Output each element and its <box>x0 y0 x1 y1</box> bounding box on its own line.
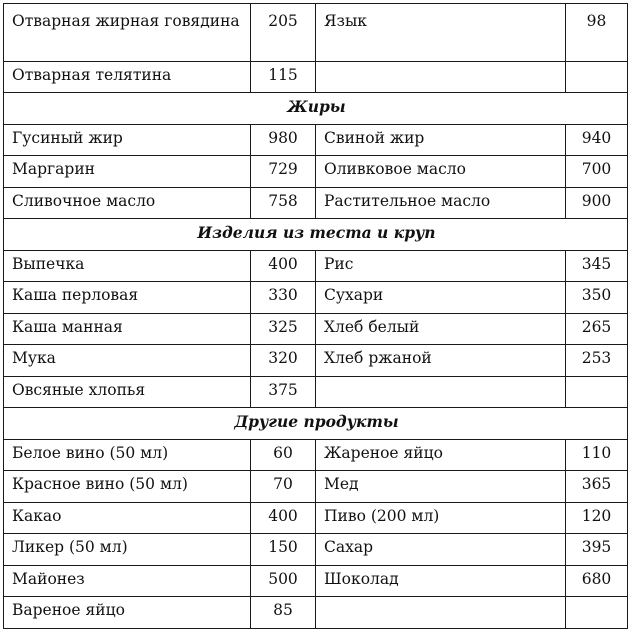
product-name-cell: Шоколад <box>316 565 566 597</box>
section-title: Другие продукты <box>4 408 628 440</box>
product-name-cell: Сахар <box>316 534 566 566</box>
calorie-value-cell: 680 <box>566 565 628 597</box>
calorie-value-cell: 729 <box>251 156 316 188</box>
table-row <box>4 439 628 471</box>
calorie-value-cell: 375 <box>251 376 316 408</box>
calorie-value-cell: 115 <box>251 61 316 93</box>
section-title: Изделия из теста и круп <box>4 219 628 251</box>
table-row <box>4 534 628 566</box>
product-name-cell: Свиной жир <box>316 124 566 156</box>
calorie-value-cell <box>566 597 628 629</box>
calorie-table-body <box>4 4 628 629</box>
product-name-cell: Сухари <box>316 282 566 314</box>
calorie-value-cell: 60 <box>251 439 316 471</box>
calorie-value-cell <box>566 376 628 408</box>
product-name-cell: Отварная телятина <box>4 61 251 93</box>
section-header-row <box>4 408 628 440</box>
calorie-value-cell: 400 <box>251 502 316 534</box>
calorie-table <box>3 3 628 629</box>
product-name-cell: Рис <box>316 250 566 282</box>
table-row <box>4 313 628 345</box>
product-name-cell: Пиво (200 мл) <box>316 502 566 534</box>
product-name-cell: Жареное яйцо <box>316 439 566 471</box>
product-name-cell: Оливковое масло <box>316 156 566 188</box>
product-name-cell: Сливочное масло <box>4 187 251 219</box>
product-name-cell: Язык <box>316 4 566 62</box>
product-name-cell: Мед <box>316 471 566 503</box>
product-name-cell: Каша перловая <box>4 282 251 314</box>
calorie-value-cell: 120 <box>566 502 628 534</box>
table-row <box>4 376 628 408</box>
product-name-cell: Красное вино (50 мл) <box>4 471 251 503</box>
calorie-value-cell: 150 <box>251 534 316 566</box>
table-row <box>4 282 628 314</box>
calorie-value-cell: 320 <box>251 345 316 377</box>
product-name-cell: Майонез <box>4 565 251 597</box>
calorie-value-cell: 345 <box>566 250 628 282</box>
product-name-cell: Каша манная <box>4 313 251 345</box>
product-name-cell: Выпечка <box>4 250 251 282</box>
product-name-cell: Белое вино (50 мл) <box>4 439 251 471</box>
section-header-row <box>4 219 628 251</box>
calorie-value-cell: 110 <box>566 439 628 471</box>
product-name-cell <box>316 597 566 629</box>
table-row <box>4 187 628 219</box>
section-title: Жиры <box>4 93 628 125</box>
calorie-value-cell: 205 <box>251 4 316 62</box>
product-name-cell: Мука <box>4 345 251 377</box>
table-row <box>4 61 628 93</box>
calorie-value-cell: 253 <box>566 345 628 377</box>
product-name-cell: Ликер (50 мл) <box>4 534 251 566</box>
table-row <box>4 250 628 282</box>
calorie-value-cell: 758 <box>251 187 316 219</box>
calorie-value-cell: 265 <box>566 313 628 345</box>
calorie-value-cell: 700 <box>566 156 628 188</box>
product-name-cell: Хлеб ржаной <box>316 345 566 377</box>
calorie-value-cell: 85 <box>251 597 316 629</box>
table-row <box>4 156 628 188</box>
table-row <box>4 4 628 62</box>
product-name-cell: Какао <box>4 502 251 534</box>
calorie-value-cell: 98 <box>566 4 628 62</box>
product-name-cell: Отварная жирная говядина <box>4 4 251 62</box>
calorie-value-cell: 900 <box>566 187 628 219</box>
table-row <box>4 597 628 629</box>
table-row <box>4 471 628 503</box>
calorie-value-cell <box>566 61 628 93</box>
table-row <box>4 345 628 377</box>
product-name-cell <box>316 376 566 408</box>
calorie-value-cell: 330 <box>251 282 316 314</box>
table-row <box>4 565 628 597</box>
product-name-cell: Вареное яйцо <box>4 597 251 629</box>
calorie-value-cell: 400 <box>251 250 316 282</box>
calorie-value-cell: 365 <box>566 471 628 503</box>
product-name-cell: Маргарин <box>4 156 251 188</box>
table-row <box>4 124 628 156</box>
product-name-cell: Хлеб белый <box>316 313 566 345</box>
calorie-value-cell: 395 <box>566 534 628 566</box>
calorie-value-cell: 70 <box>251 471 316 503</box>
table-row <box>4 502 628 534</box>
calorie-value-cell: 940 <box>566 124 628 156</box>
product-name-cell: Растительное масло <box>316 187 566 219</box>
product-name-cell <box>316 61 566 93</box>
calorie-value-cell: 980 <box>251 124 316 156</box>
calorie-value-cell: 500 <box>251 565 316 597</box>
product-name-cell: Овсяные хлопья <box>4 376 251 408</box>
product-name-cell: Гусиный жир <box>4 124 251 156</box>
calorie-value-cell: 350 <box>566 282 628 314</box>
section-header-row <box>4 93 628 125</box>
calorie-value-cell: 325 <box>251 313 316 345</box>
